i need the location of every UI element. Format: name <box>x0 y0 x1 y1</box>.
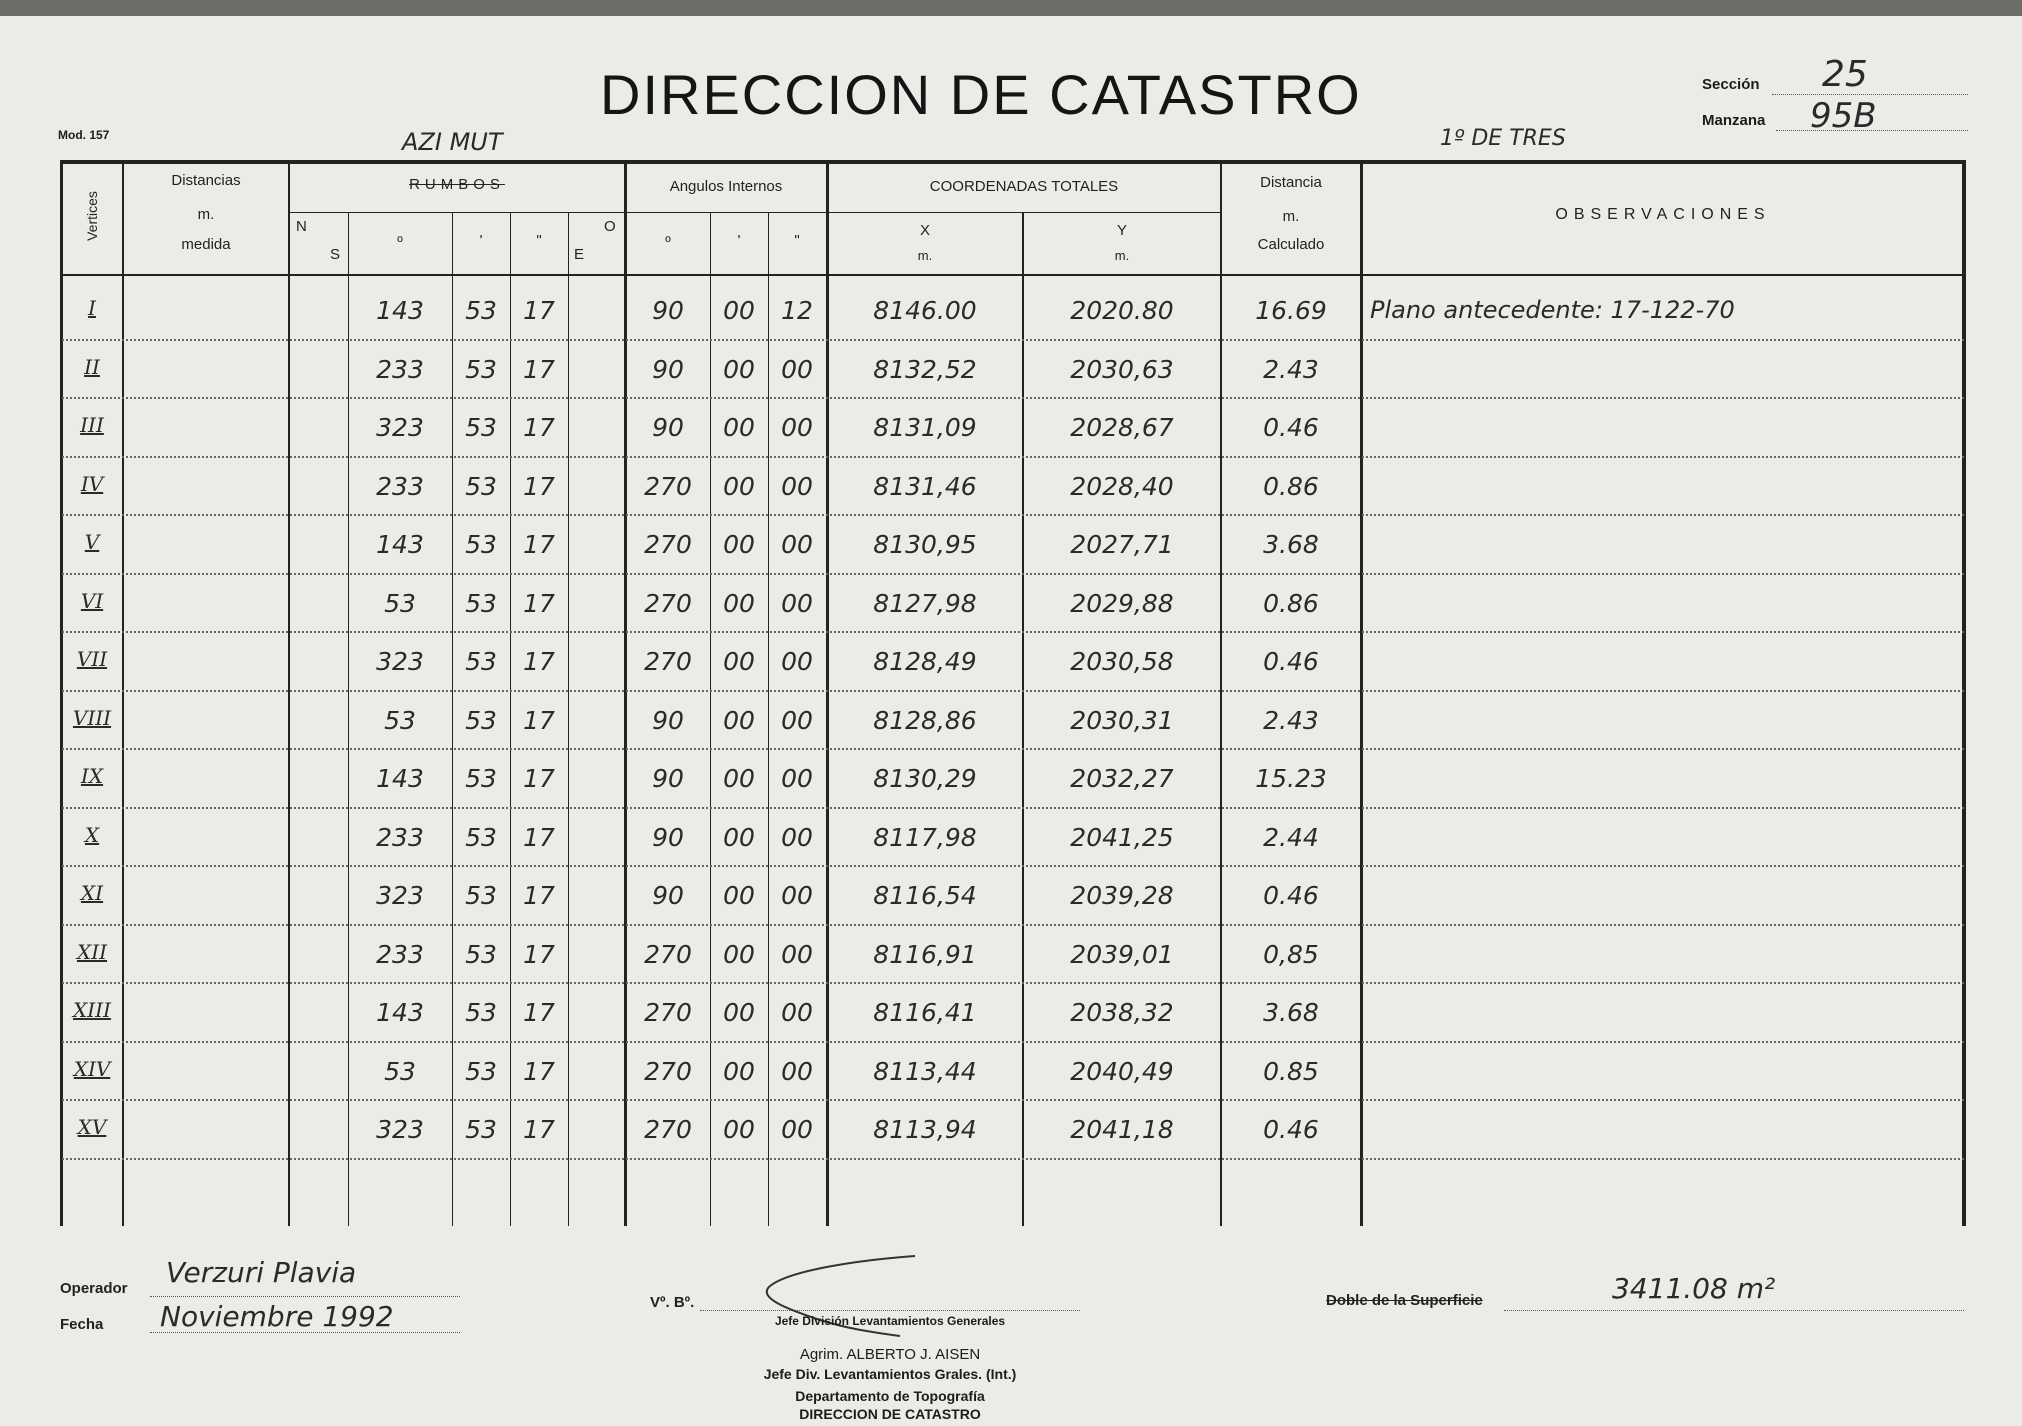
fecha-label: Fecha <box>60 1316 104 1333</box>
rumbo-e: E <box>574 246 585 263</box>
rumbo-min-cell: 53 <box>465 354 497 384</box>
distancia-calc-cell: 0.46 <box>1263 413 1319 442</box>
coord-y-cell: 2032,27 <box>1070 764 1174 793</box>
operador-signature: Verzuri Plavia <box>166 1256 357 1289</box>
rumbo-sec-cell: 17 <box>523 822 555 852</box>
coord-y-cell: 2027,71 <box>1070 530 1174 559</box>
distancia-calc-cell: 0.86 <box>1263 471 1319 501</box>
angulo-min: ' <box>737 232 741 249</box>
rumbo-sec-cell: 17 <box>523 296 555 325</box>
rumbo-deg-cell: 323 <box>376 1115 424 1144</box>
row-dotted-rule <box>62 573 1964 575</box>
vertex-cell: VII <box>76 647 108 671</box>
angulo-min-cell: 00 <box>723 1056 755 1086</box>
angulo-sec-cell: 00 <box>781 822 813 852</box>
coord-x-cell: 8128,49 <box>873 647 977 676</box>
rumbo-min-cell: 53 <box>465 471 497 501</box>
angulo-sec-cell: 00 <box>781 413 813 442</box>
distancia-calc-cell: 0,85 <box>1263 939 1319 969</box>
angulo-sec-cell: 00 <box>781 881 813 910</box>
rumbo-sec-cell: 17 <box>523 354 555 384</box>
rumbo-min-cell: 53 <box>465 647 497 676</box>
rumbo-deg-cell: 233 <box>376 822 424 852</box>
distancia-calc-sub: Calculado <box>1257 236 1325 253</box>
rumbo-min-cell: 53 <box>465 881 497 910</box>
header-bottom-border <box>60 274 1966 276</box>
rumbo-deg-cell: 53 <box>384 1056 416 1086</box>
angulo-min-cell: 00 <box>723 1115 755 1144</box>
distancia-calc-header: Distancia <box>1260 174 1322 191</box>
coord-x-cell: 8132,52 <box>873 354 977 384</box>
angulo-sec: " <box>794 232 800 249</box>
rumbo-min-cell: 53 <box>465 1056 497 1086</box>
col-line <box>568 212 569 1226</box>
row-dotted-rule <box>62 339 1964 341</box>
coord-x-unit: m. <box>917 248 933 263</box>
rumbos-divider <box>290 212 624 213</box>
rumbo-min-cell: 53 <box>465 1115 497 1144</box>
vertex-cell: XV <box>77 1115 107 1139</box>
angulo-sec-cell: 00 <box>781 588 813 618</box>
angulo-deg-cell: 90 <box>652 764 684 793</box>
rumbo-sec-cell: 17 <box>523 588 555 618</box>
vertex-cell: XII <box>76 939 108 964</box>
form-code: Mod. 157 <box>58 128 110 142</box>
rumbo-sec-cell: 17 <box>523 939 555 969</box>
scan-top-edge <box>0 0 2022 16</box>
rumbo-min-cell: 53 <box>465 296 497 325</box>
angulo-deg-cell: 270 <box>644 530 692 559</box>
vertex-cell: XI <box>80 881 104 905</box>
angulo-min-cell: 00 <box>723 705 755 735</box>
vertex-cell: III <box>80 413 104 437</box>
row-dotted-rule <box>62 1158 1964 1160</box>
rumbo-deg: º <box>397 234 403 251</box>
angulo-sec-cell: 00 <box>781 647 813 676</box>
distancias-unit: m. <box>197 206 215 223</box>
distancia-calc-cell: 0.85 <box>1263 1056 1319 1086</box>
coord-y-cell: 2039,01 <box>1070 939 1174 969</box>
rumbo-min-cell: 53 <box>465 822 497 852</box>
angulo-min-cell: 00 <box>723 647 755 676</box>
vertex-cell: V <box>84 530 100 554</box>
col-line <box>122 160 124 1226</box>
rumbo-sec-cell: 17 <box>523 1056 555 1086</box>
vertices-header <box>70 172 114 264</box>
rumbo-n: N <box>296 218 307 235</box>
distancias-sub: medida <box>181 236 231 253</box>
operador-line <box>150 1296 460 1297</box>
coord-y-cell: 2028,67 <box>1070 413 1174 442</box>
distancia-calc-cell: 0.46 <box>1263 881 1319 910</box>
rumbo-min-cell: 53 <box>465 998 497 1027</box>
superficie-label-text: Doble de la Superficie <box>1326 1292 1483 1309</box>
coordenadas-divider <box>828 212 1220 213</box>
coord-y-cell: 2040,49 <box>1070 1056 1174 1086</box>
rumbos-header: RUMBOS <box>409 176 505 193</box>
angulo-sec-cell: 00 <box>781 471 813 501</box>
rumbo-sec-cell: 17 <box>523 764 555 793</box>
angulo-min-cell: 00 <box>723 588 755 618</box>
coord-y-cell: 2030,31 <box>1070 705 1174 735</box>
angulo-min-cell: 00 <box>723 998 755 1027</box>
distancia-calc-cell: 2.43 <box>1263 354 1319 384</box>
angulo-sec-cell: 00 <box>781 1056 813 1086</box>
rumbo-deg-cell: 53 <box>384 588 416 618</box>
sheet-annotation: 1º DE TRES <box>1440 126 1566 151</box>
stamp-line-1: Agrim. ALBERTO J. AISEN <box>799 1346 981 1363</box>
angulo-sec-cell: 00 <box>781 764 813 793</box>
vertex-cell: XIV <box>73 1056 111 1081</box>
angulo-deg-cell: 270 <box>644 1056 692 1086</box>
row-dotted-rule <box>62 865 1964 867</box>
angulo-deg-cell: 90 <box>652 705 684 735</box>
observaciones-cell: Plano antecedente: 17-122-70 <box>1370 296 1735 324</box>
angulo-sec-cell: 00 <box>781 530 813 559</box>
distancia-calc-cell: 3.68 <box>1263 998 1319 1027</box>
angulo-min-cell: 00 <box>723 354 755 384</box>
coord-x-cell: 8130,95 <box>873 530 977 559</box>
coord-x-cell: 8117,98 <box>873 822 977 852</box>
row-dotted-rule <box>62 924 1964 926</box>
rumbo-sec-cell: 17 <box>523 1115 555 1144</box>
coord-x-cell: 8131,09 <box>873 413 977 442</box>
angulo-min-cell: 00 <box>723 413 755 442</box>
rumbo-deg-cell: 233 <box>376 354 424 384</box>
angulo-deg: º <box>665 234 671 251</box>
rumbo-deg-cell: 143 <box>376 764 424 793</box>
coord-x-cell: 8113,44 <box>873 1056 977 1086</box>
rumbo-min-cell: 53 <box>465 530 497 559</box>
rumbo-min: ' <box>479 232 483 249</box>
col-line <box>348 212 349 1226</box>
angulo-min-cell: 00 <box>723 822 755 852</box>
angulo-deg-cell: 270 <box>644 1115 692 1144</box>
angulo-min-cell: 00 <box>723 471 755 501</box>
coord-y-cell: 2030,63 <box>1070 354 1174 384</box>
vertex-cell: IX <box>80 764 104 788</box>
angulo-min-cell: 00 <box>723 530 755 559</box>
rumbo-min-cell: 53 <box>465 764 497 793</box>
row-dotted-rule <box>62 456 1964 458</box>
rumbo-s: S <box>330 246 341 263</box>
distancia-calc-cell: 2.43 <box>1263 705 1319 735</box>
angulo-deg-cell: 270 <box>644 647 692 676</box>
angulo-deg-cell: 270 <box>644 471 692 501</box>
coord-y-cell: 2029,88 <box>1070 588 1174 618</box>
coord-x-cell: 8116,41 <box>873 998 977 1027</box>
jefe-division-label: Jefe División Levantamientos Generales <box>774 1314 1006 1328</box>
row-dotted-rule <box>62 631 1964 633</box>
distancia-calc-cell: 0.46 <box>1263 1115 1319 1144</box>
superficie-line <box>1504 1310 1964 1311</box>
angulos-header: Angulos Internos <box>669 178 783 195</box>
rumbo-min-cell: 53 <box>465 413 497 442</box>
rumbo-min-cell: 53 <box>465 939 497 969</box>
stamp-line-2: Jefe Div. Levantamientos Grales. (Int.) <box>763 1366 1017 1382</box>
superficie-value: 3411.08 m² <box>1612 1272 1776 1305</box>
vertex-cell: I <box>88 296 96 320</box>
rumbo-sec-cell: 17 <box>523 705 555 735</box>
col-line <box>1360 160 1363 1226</box>
coord-y-cell: 2038,32 <box>1070 998 1174 1027</box>
rumbo-sec-cell: 17 <box>523 413 555 442</box>
manzana-value: 95B <box>1810 96 1877 136</box>
row-dotted-rule <box>62 1041 1964 1043</box>
rumbo-deg-cell: 233 <box>376 471 424 501</box>
coord-x-cell: 8113,94 <box>873 1115 977 1144</box>
border-right <box>1962 160 1966 1226</box>
angulo-sec-cell: 00 <box>781 998 813 1027</box>
angulo-min-cell: 00 <box>723 939 755 969</box>
row-dotted-rule <box>62 748 1964 750</box>
distancia-calc-cell: 2.44 <box>1263 822 1319 852</box>
coord-x-cell: 8116,54 <box>873 881 977 910</box>
coord-x-cell: 8146.00 <box>873 296 977 325</box>
distancia-calc-cell: 0.46 <box>1263 647 1319 676</box>
angulo-deg-cell: 90 <box>652 354 684 384</box>
angulo-min-cell: 00 <box>723 296 755 325</box>
stamp-line-4: DIRECCION DE CATASTRO <box>799 1406 981 1422</box>
page-title: DIRECCION DE CATASTRO <box>600 63 1362 126</box>
rumbo-deg-cell: 323 <box>376 881 424 910</box>
rumbo-min-cell: 53 <box>465 588 497 618</box>
coord-y-header: Y <box>1116 222 1127 239</box>
rumbo-deg-cell: 143 <box>376 296 424 325</box>
angulos-divider <box>626 212 826 213</box>
coord-y-cell: 2041,18 <box>1070 1115 1174 1144</box>
angulo-min-cell: 00 <box>723 764 755 793</box>
coord-x-cell: 8130,29 <box>873 764 977 793</box>
rumbo-min-cell: 53 <box>465 705 497 735</box>
coord-x-cell: 8128,86 <box>873 705 977 735</box>
observaciones-header: OBSERVACIONES <box>1555 206 1771 223</box>
vertex-cell: X <box>84 822 100 847</box>
angulo-deg-cell: 270 <box>644 588 692 618</box>
stamp-line-3: Departamento de Topografía <box>795 1388 985 1404</box>
operador-label: Operador <box>60 1280 128 1297</box>
angulo-deg-cell: 90 <box>652 413 684 442</box>
angulo-deg-cell: 270 <box>644 939 692 969</box>
row-dotted-rule <box>62 807 1964 809</box>
rumbo-o: O <box>604 218 616 235</box>
angulo-sec-cell: 00 <box>781 939 813 969</box>
angulo-deg-cell: 90 <box>652 822 684 852</box>
angulo-sec-cell: 12 <box>781 296 813 325</box>
seccion-label: Sección <box>1702 76 1760 93</box>
row-dotted-rule <box>62 1099 1964 1101</box>
distancias-header: Distancias <box>171 172 241 189</box>
rumbo-deg-cell: 233 <box>376 939 424 969</box>
distancia-calc-cell: 16.69 <box>1255 296 1327 325</box>
vertex-cell: XIII <box>73 998 111 1022</box>
distancia-calc-cell: 0.86 <box>1263 588 1319 618</box>
vertex-cell: VIII <box>72 705 112 730</box>
vobo-label: Vº. Bº. <box>650 1294 695 1311</box>
distancia-calc-unit: m. <box>1282 208 1300 225</box>
vertex-cell: VI <box>80 588 104 613</box>
rumbo-sec-cell: 17 <box>523 647 555 676</box>
angulo-deg-cell: 270 <box>644 998 692 1027</box>
row-dotted-rule <box>62 982 1964 984</box>
seccion-value: 25 <box>1822 54 1868 95</box>
rumbo-sec: " <box>536 232 542 249</box>
distancia-calc-cell: 15.23 <box>1255 764 1327 793</box>
coord-y-cell: 2020.80 <box>1070 296 1174 325</box>
row-dotted-rule <box>62 690 1964 692</box>
rumbo-deg-cell: 323 <box>376 647 424 676</box>
rumbo-sec-cell: 17 <box>523 471 555 501</box>
coord-x-header: X <box>919 222 930 239</box>
angulo-sec-cell: 00 <box>781 354 813 384</box>
superficie-label <box>1326 1292 1483 1309</box>
coord-x-cell: 8116,91 <box>873 939 977 969</box>
vertex-cell: II <box>84 354 100 379</box>
coord-x-cell: 8131,46 <box>873 471 977 501</box>
coord-y-cell: 2041,25 <box>1070 822 1174 852</box>
rumbo-sec-cell: 17 <box>523 881 555 910</box>
coord-y-unit: m. <box>1114 248 1130 263</box>
angulo-sec-cell: 00 <box>781 1115 813 1144</box>
coord-y-cell: 2028,40 <box>1070 471 1174 501</box>
row-dotted-rule <box>62 397 1964 399</box>
rumbo-deg-cell: 143 <box>376 998 424 1027</box>
distancia-calc-cell: 3.68 <box>1263 530 1319 559</box>
vertices-label: Vertices <box>84 191 100 241</box>
seccion-line <box>1772 94 1968 95</box>
angulo-min-cell: 00 <box>723 881 755 910</box>
manzana-label: Manzana <box>1702 112 1766 129</box>
rumbo-deg-cell: 323 <box>376 413 424 442</box>
angulo-deg-cell: 90 <box>652 881 684 910</box>
coordenadas-header: COORDENADAS TOTALES <box>929 178 1119 195</box>
col-line <box>288 160 290 1226</box>
vertex-cell: IV <box>80 471 104 496</box>
rumbo-sec-cell: 17 <box>523 530 555 559</box>
rumbo-sec-cell: 17 <box>523 998 555 1027</box>
rumbo-deg-cell: 53 <box>384 705 416 735</box>
angulo-deg-cell: 90 <box>652 296 684 325</box>
coord-x-cell: 8127,98 <box>873 588 977 618</box>
rumbo-deg-cell: 143 <box>376 530 424 559</box>
row-dotted-rule <box>62 514 1964 516</box>
table-top-border <box>60 160 1966 164</box>
border-left <box>60 160 63 1226</box>
coord-y-cell: 2039,28 <box>1070 881 1174 910</box>
fecha-value: Noviembre 1992 <box>160 1300 394 1333</box>
angulo-sec-cell: 00 <box>781 705 813 735</box>
azimut-annotation: AZI MUT <box>402 128 503 156</box>
coord-y-cell: 2030,58 <box>1070 647 1174 676</box>
